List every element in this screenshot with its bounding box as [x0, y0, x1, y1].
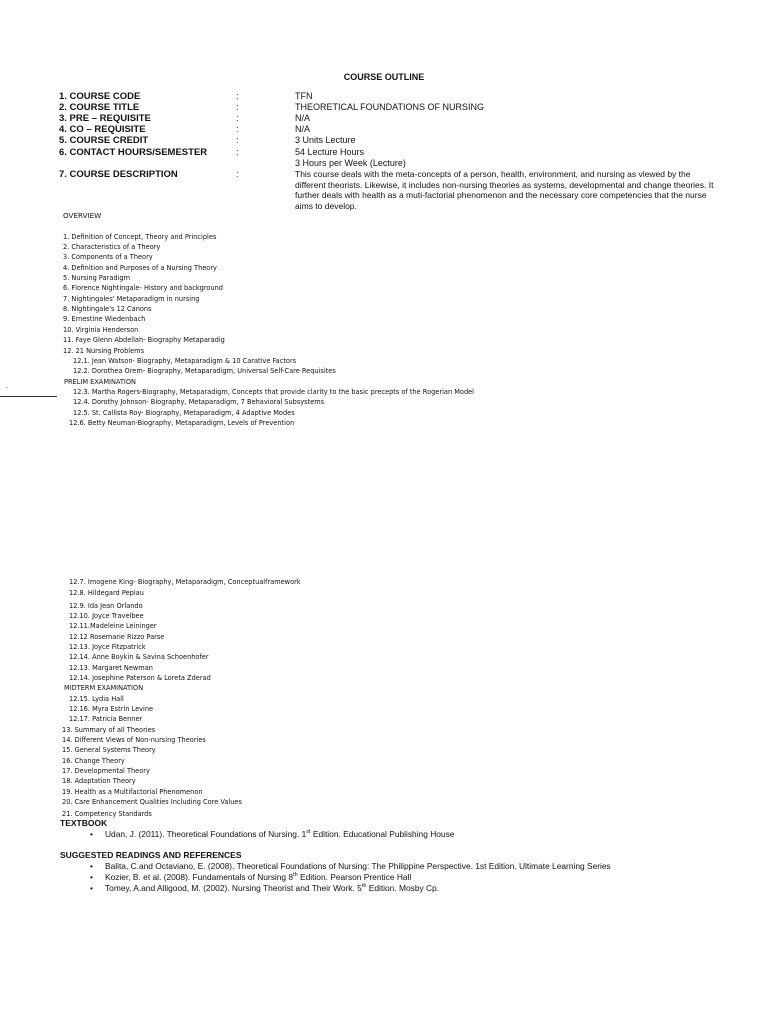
course-description-label: 7. COURSE DESCRIPTION — [59, 169, 178, 180]
overview-item: 12.17. Patricia Benner — [69, 715, 143, 723]
overview-item: 12.10. Joyce Travelbee — [69, 612, 144, 620]
overview-item: 5. Nursing Paradigm — [63, 274, 131, 282]
overview-item: 12.13. Margaret Newman — [69, 664, 153, 672]
field-value: TFN — [295, 91, 313, 101]
field-separator: : — [236, 113, 239, 124]
overview-item: 13. Summary of all Theories — [62, 726, 156, 734]
field-label: 5. COURSE CREDIT — [59, 135, 149, 146]
overview-item: 8. Nightingale's 12 Canons — [63, 305, 152, 313]
citation-text: Udan, J. (2011). Theoretical Foundations of Nursing. 1 — [105, 829, 307, 839]
overview-item: 12.11.Madeleine Leininger — [69, 622, 157, 630]
overview-item: 6. Florence Nightingale- History and background — [63, 284, 223, 292]
course-description-separator: : — [236, 169, 239, 180]
field-separator: : — [236, 135, 239, 146]
page-title: COURSE OUTLINE — [343, 72, 425, 82]
overview-item: 12.12 Rosemarie Rizzo Parse — [69, 633, 165, 641]
overview-item: 3. Components of a Theory — [63, 253, 153, 261]
field-value: THEORETICAL FOUNDATIONS OF NURSING — [295, 102, 485, 112]
citation-text-tail: Edition. Mosby Cp. — [366, 883, 440, 893]
field-label: 1. COURSE CODE — [59, 91, 141, 102]
course-description-text: This course deals with the meta-concepts of a person, health, environment, and nursing as viewed by the different theorists. Likewise, it includes non-nursing theories as systems, developmental and change theories. It further deals with health as a muti-factorial phenomenon and the necessary core competencies that the nurse aims to develop. — [295, 169, 714, 211]
overview-item: 10. Virginia Henderson — [63, 326, 139, 334]
overview-item: 12.14. Josephine Paterson & Loreta Zderad — [69, 674, 211, 682]
field-separator: : — [236, 102, 239, 113]
overview-item: 9. Ernestine Wiedenbach — [63, 315, 146, 323]
field-value: 54 Lecture Hours — [295, 147, 365, 157]
citation-text: Tomey, A.and Alligood, M. (2002). Nursing Theorist and Their Work. 5 — [105, 883, 362, 893]
margin-rule — [0, 396, 57, 397]
ordinal-suffix: th — [361, 883, 367, 890]
bullet-icon: • — [90, 883, 93, 893]
ordinal-suffix: st — [306, 829, 311, 836]
field-separator: : — [236, 124, 239, 135]
reference-item — [90, 861, 611, 871]
citation-text-tail: Edition. Pearson Prentice Hall — [297, 872, 412, 882]
citation-text: Balita, C.and Octaviano, E. (2008). Theoretical Foundations of Nursing: The Philippine Perspective. 1st Edition. Ultimate Learning Series — [105, 861, 611, 871]
textbook-item — [90, 829, 455, 839]
citation-text-tail: Edition. Educational Publishing House — [310, 829, 455, 839]
overview-item: 12.2. Dorothea Orem- Biography, Metaparadigm, Universal Self-Care Requisites — [73, 367, 336, 375]
references-title: SUGGESTED READINGS AND REFERENCES — [60, 850, 242, 860]
overview-item: 1. Definition of Concept, Theory and Principles — [63, 233, 217, 241]
field-label: 2. COURSE TITLE — [59, 102, 140, 113]
overview-item: 18. Adaptation Theory — [62, 777, 136, 785]
overview-item: 12.9. Ida Jean Orlando — [69, 602, 143, 610]
citation-text: Kozier, B. et al. (2008). Fundamentals of Nursing 8 — [105, 872, 294, 882]
field-separator: : — [236, 91, 239, 102]
overview-item: 17. Developmental Theory — [62, 767, 150, 775]
reference-item — [90, 872, 412, 882]
ordinal-suffix: th — [293, 872, 298, 879]
overview-title: OVERVIEW — [63, 211, 102, 220]
field-value: N/A — [295, 124, 311, 134]
overview-item: 11. Faye Glenn Abdellah- Biography Metaparadig — [63, 336, 225, 344]
bullet-icon: • — [90, 861, 93, 871]
field-label: 3. PRE – REQUISITE — [59, 113, 151, 124]
field-label: 6. CONTACT HOURS/SEMESTER — [59, 147, 208, 158]
overview-item: 21. Competency Standards — [62, 810, 152, 818]
overview-item: 12.3. Martha Rogers-Biography, Metaparadigm, Concepts that provide clarity to the basic precepts of the Rogerian Model — [73, 388, 475, 396]
textbook-title: TEXTBOOK — [60, 818, 108, 828]
overview-item: 15. General Systems Theory — [62, 746, 156, 754]
overview-item: 12.8. Hildegard Peplau — [69, 589, 144, 597]
field-label: 4. CO – REQUISITE — [59, 124, 146, 135]
overview-item: 12. 21 Nursing Problems — [63, 347, 145, 355]
field-value: 3 Units Lecture — [295, 135, 356, 145]
overview-item: 19. Health as a Multifactorial Phenomenon — [62, 788, 203, 796]
overview-item: 12.13. Joyce Fitzpatrick — [69, 643, 146, 651]
overview-item: 12.14. Anne Boykin & Savina Schoenhofer — [69, 653, 209, 661]
overview-item: 2. Characteristics of a Theory — [63, 243, 161, 251]
overview-item: 12.7. Imogene King- Biography, Metaparadigm, Conceptualframework — [69, 578, 301, 586]
field-separator: : — [236, 147, 239, 158]
overview-item: 7. Nightingales' Metaparadigm in nursing — [63, 295, 200, 303]
overview-item: 12.6. Betty Neuman-Biography, Metaparadigm, Levels of Prevention — [69, 419, 295, 427]
bullet-icon: • — [90, 829, 93, 839]
overview-item: 12.16. Myra Estrin Levine — [69, 705, 154, 713]
overview-item: MIDTERM EXAMINATION — [64, 684, 144, 692]
overview-item: 16. Change Theory — [62, 757, 125, 765]
overview-item: 12.1. Jean Watson- Biography, Metaparadigm & 10 Carative Factors — [73, 357, 297, 365]
overview-item: 12.5. St. Callista Roy- Biography, Metaparadigm, 4 Adaptive Modes — [73, 409, 295, 417]
overview-item: 14. Different Views of Non-nursing Theories — [62, 736, 206, 744]
field-value: 3 Hours per Week (Lecture) — [295, 157, 406, 168]
field-value: N/A — [295, 113, 311, 123]
reference-item — [90, 883, 440, 893]
margin-mark: . — [6, 383, 8, 390]
overview-item: PRELIM EXAMINATION — [64, 378, 136, 386]
overview-item: 4. Definition and Purposes of a Nursing Theory — [63, 264, 217, 272]
overview-item: 12.4. Dorothy Johnson- Biography, Metaparadigm, 7 Behavioral Subsystems — [73, 398, 325, 406]
overview-item: 12.15. Lydia Hall — [69, 695, 124, 703]
overview-item: 20. Care Enhancement Qualities Including Core Values — [62, 798, 242, 806]
bullet-icon: • — [90, 872, 93, 882]
